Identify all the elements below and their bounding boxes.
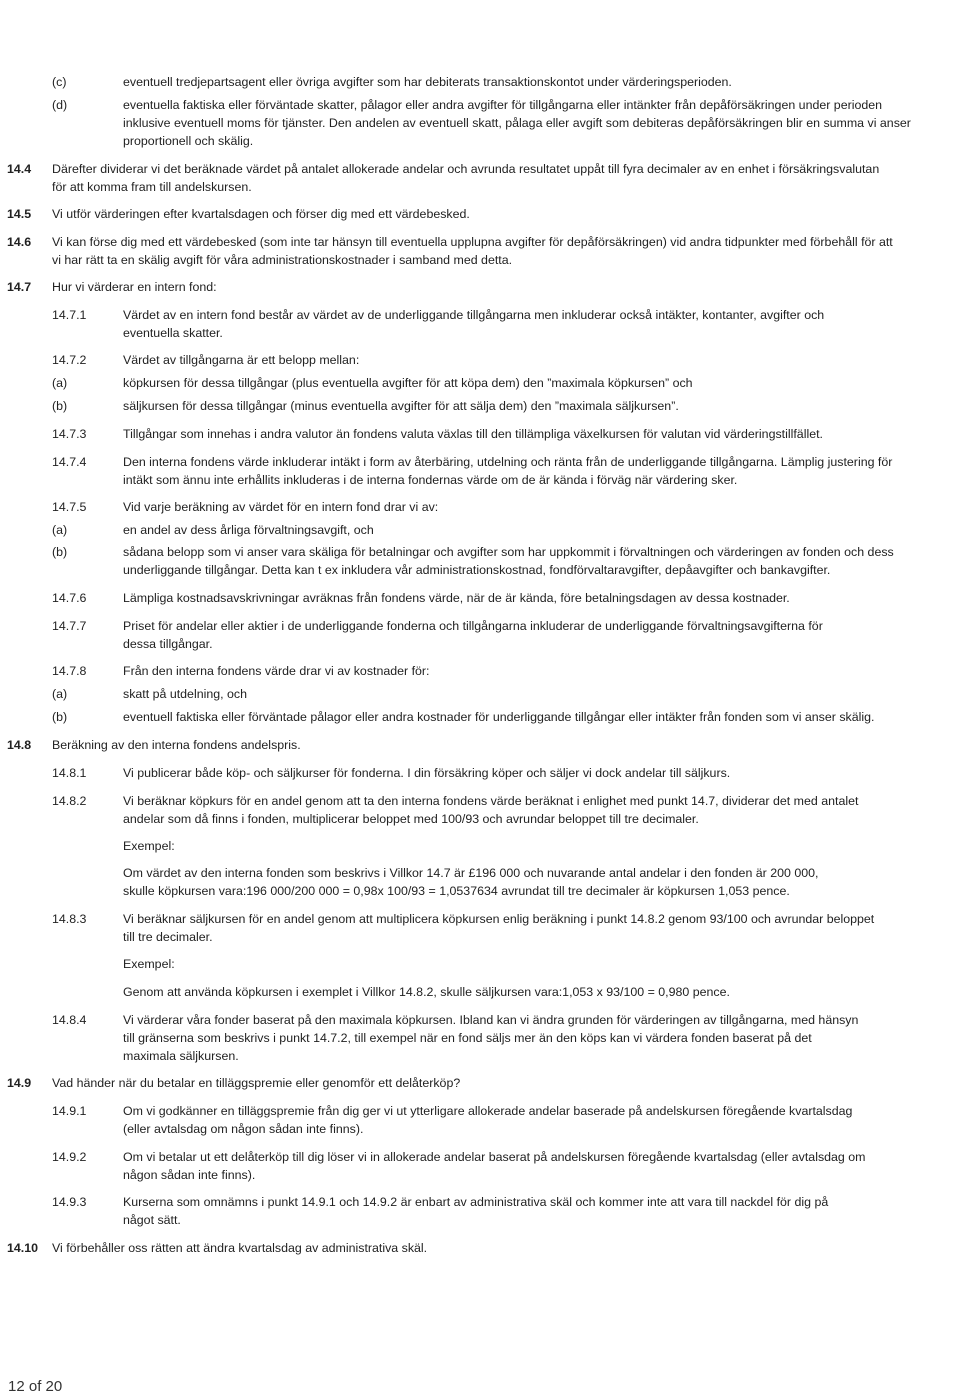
clause-number: (d): [52, 98, 68, 112]
text-line: för att komma fram till andelskursen.: [52, 180, 252, 194]
clause-text: [123, 864, 818, 900]
text-line: Tillgångar som innehas i andra valutor än fondens valuta växlas till den tillämpliga växelkursen för valutan vid värderingstillfället.: [123, 427, 823, 441]
page-number: 12 of 20: [8, 1378, 63, 1395]
text-line: skulle köpkursen vara:196 000/200 000 = 0,98x 100/93 = 1,0537634 avrundat till tre decimaler är köpkursen 1,053 pence.: [123, 884, 790, 898]
clause-number: 14.8: [7, 738, 32, 752]
text-line: underliggande tillgångar. Detta kan t ex inkludera vår administrationskostnad, fondförvaltaravgifter, depåavgifter och bankavgifter.: [123, 563, 831, 577]
text-line: Vi utför värderingen efter kvartalsdagen och förser dig med ett värdebesked.: [52, 207, 470, 221]
clause-text: [123, 1148, 865, 1184]
text-line: Från den interna fondens värde drar vi av kostnader för:: [123, 664, 430, 678]
text-line: Vad händer när du betalar en tilläggspremie eller genomför ett delåterköp?: [52, 1076, 461, 1090]
clause-text: [123, 837, 175, 855]
clause-text: [123, 453, 892, 489]
clause-text: [123, 351, 359, 369]
text-line: köpkursen för dessa tillgångar (plus eventuella avgifter för att köpa dem) den ”maximala köpkursen” och: [123, 376, 693, 390]
text-line: något sätt.: [123, 1213, 181, 1227]
clause-number: 14.9: [7, 1076, 32, 1090]
clause-number: 14.7.1: [52, 308, 87, 322]
clause-number: 14.7.2: [52, 353, 87, 367]
clause-number: 14.5: [7, 207, 32, 221]
text-line: Om vi betalar ut ett delåterköp till dig löser vi in allokerade andelar baserat på andelskursen föregående kvartalsdag (eller avtalsdag om: [123, 1150, 866, 1164]
text-line: andelar som då finns i fonden, multiplicerar beloppet med 100/93 och avrundar beloppet till tre decimaler.: [123, 812, 699, 826]
clause-text: [123, 1102, 852, 1138]
text-line: inklusive eventuell moms för tjänster. Den andelen av eventuell skatt, pålaga eller avgift som debiteras depåförsäkringen blir en summa vi anser: [123, 116, 911, 130]
text-line: sådana belopp som vi anser vara skäliga för betalningar och avgifter som har uppkommit i förvaltningen och värderingen av fonden och dess: [123, 545, 894, 559]
text-line: vi har rätt ta en skälig avgift för våra administrationskostnader i samband med detta.: [52, 253, 513, 267]
clause-text: [123, 397, 679, 415]
text-line: Värdet av en intern fond består av värdet av de underliggande tillgångarna men inkluderar också intäkter, kontanter, avgifter och: [123, 308, 825, 322]
text-line: någon sådan inte finns).: [123, 1168, 256, 1182]
clause-number: 14.9.3: [52, 1195, 87, 1209]
text-line: Värdet av tillgångarna är ett belopp mellan:: [123, 353, 360, 367]
clause-text: [52, 278, 217, 296]
clause-text: [123, 374, 693, 392]
clause-number: (a): [52, 376, 68, 390]
text-line: Lämpliga kostnadsavskrivningar avräknas från fondens värde, när de är kända, före betalningsdagen av dessa kostnader.: [123, 591, 790, 605]
text-line: dessa tillgångar.: [123, 637, 213, 651]
clause-text: [123, 708, 874, 726]
clause-text: [52, 1074, 460, 1092]
clause-number: (a): [52, 687, 68, 701]
text-line: Vi publicerar både köp- och säljkurser för fonderna. I din försäkring köper och säljer vi dock andelar till säljkurs.: [123, 766, 731, 780]
text-line: Vid varje beräkning av värdet för en intern fond drar vi av:: [123, 500, 439, 514]
clause-text: [123, 910, 874, 946]
text-line: Genom att använda köpkursen i exemplet i Villkor 14.8.2, skulle säljkursen vara:1,053 x 93/100 = 0,980 pence.: [123, 985, 730, 999]
clause-number: 14.8.3: [52, 912, 87, 926]
clause-number: 14.8.2: [52, 794, 87, 808]
clause-text: [123, 521, 374, 539]
text-line: Priset för andelar eller aktier i de underliggande fonderna och tillgångarna inkluderar de underliggande förvaltningsavgifterna för: [123, 619, 823, 633]
clause-number: 14.4: [7, 162, 32, 176]
clause-number: 14.9.2: [52, 1150, 87, 1164]
clause-number: 14.7.7: [52, 619, 87, 633]
text-line: Exempel:: [123, 957, 175, 971]
clause-text: [123, 425, 823, 443]
text-line: proportionell och skälig.: [123, 134, 254, 148]
clause-text: [123, 73, 732, 91]
clause-text: [123, 955, 175, 973]
text-line: Vi kan förse dig med ett värdebesked (som inte tar hänsyn till eventuella upplupna avgifter för depåförsäkringen) vid andra tidpunkter med förbehåll för att: [52, 235, 893, 249]
clause-number: 14.7.8: [52, 664, 87, 678]
text-line: Vi förbehåller oss rätten att ändra kvartalsdag av administrativa skäl.: [52, 1241, 428, 1255]
clause-number: 14.8.1: [52, 766, 87, 780]
text-line: Exempel:: [123, 839, 175, 853]
clause-number: 14.9.1: [52, 1104, 87, 1118]
clause-number: 14.7.3: [52, 427, 87, 441]
clause-number: (c): [52, 75, 67, 89]
clause-text: [123, 792, 858, 828]
text-line: eventuell faktiska eller förväntade pålagor eller andra kostnader för underliggande tillgångar eller intäkter från fonden som vi anser skälig.: [123, 710, 875, 724]
clause-number: 14.6: [7, 235, 32, 249]
clause-text: [52, 205, 470, 223]
text-line: Vi värderar våra fonder baserat på den maximala köpkursen. Ibland kan vi ändra grunden för värderingen av tillgångarna, med hänsyn: [123, 1013, 859, 1027]
text-line: (eller avtalsdag om någon sådan inte finns).: [123, 1122, 364, 1136]
text-line: Kurserna som omnämns i punkt 14.9.1 och 14.9.2 är enbart av administrativa skäl och kommer inte att vara till nackdel för dig på: [123, 1195, 829, 1209]
clause-text: [123, 1011, 858, 1065]
text-line: säljkursen för dessa tillgångar (minus eventuella avgifter för att sälja dem) den ”maximala säljkursen”.: [123, 399, 679, 413]
text-line: Om vi godkänner en tilläggspremie från dig ger vi ut ytterligare allokerade andelar baserade på andelskursen föregående kvartalsdag: [123, 1104, 853, 1118]
clause-text: [123, 589, 790, 607]
text-line: Vi beräknar säljkursen för en andel genom att multiplicera köpkursen enlig beräkning i punkt 14.8.2 genom 93/100 och avrundar beloppet: [123, 912, 875, 926]
text-line: maximala säljkursen.: [123, 1049, 239, 1063]
clause-number: (b): [52, 399, 68, 413]
clause-text: [123, 306, 824, 342]
clause-number: 14.7: [7, 280, 32, 294]
text-line: skatt på utdelning, och: [123, 687, 247, 701]
clause-text: [52, 233, 893, 269]
clause-text: [123, 662, 430, 680]
clause-text: [123, 96, 911, 150]
clause-text: [123, 764, 730, 782]
clause-text: [123, 1193, 828, 1229]
text-line: en andel av dess årliga förvaltningsavgift, och: [123, 523, 374, 537]
clause-text: [52, 160, 879, 196]
clause-number: (a): [52, 523, 68, 537]
clause-number: 14.10: [7, 1241, 39, 1255]
text-line: Vi beräknar köpkurs för en andel genom att ta den interna fondens värde beräknat i enlighet med punkt 14.7, dividerar det med antalet: [123, 794, 859, 808]
text-line: Beräkning av den interna fondens andelspris.: [52, 738, 301, 752]
text-line: eventuell tredjepartsagent eller övriga avgifter som har debiterats transaktionskontot under värderingsperioden.: [123, 75, 732, 89]
text-line: Om värdet av den interna fonden som beskrivs i Villkor 14.7 är £196 000 och nuvarande antal andelar i den fonden är 200 000,: [123, 866, 819, 880]
text-line: eventuella faktiska eller förväntade skatter, pålagor eller andra avgifter för tillgångarna eller intänkter från depåförsäkringen under perioden: [123, 98, 883, 112]
text-line: intäkt som ännu inte erhållits inkluderas i de interna fondernas värde om de är kända i förväg när värdering sker.: [123, 473, 738, 487]
text-line: Hur vi värderar en intern fond:: [52, 280, 217, 294]
clause-number: (b): [52, 710, 68, 724]
clause-text: [52, 736, 301, 754]
clause-text: [123, 498, 438, 516]
clause-number: (b): [52, 545, 68, 559]
clause-text: [52, 1239, 427, 1257]
clause-text: [123, 543, 894, 579]
clause-number: 14.8.4: [52, 1013, 87, 1027]
clause-number: 14.7.5: [52, 500, 87, 514]
clause-text: [123, 983, 730, 1001]
text-line: Därefter dividerar vi det beräknade värdet på antalet allokerade andelar och avrunda resultatet uppåt till fyra decimaler av en enhet i försäkringsvalutan: [52, 162, 880, 176]
clause-number: 14.7.4: [52, 455, 87, 469]
text-line: eventuella skatter.: [123, 326, 223, 340]
text-line: Den interna fondens värde inkluderar intäkt i form av återbäring, utdelning och ränta från de underliggande tillgångarna. Lämplig justering för: [123, 455, 893, 469]
clause-text: [123, 685, 247, 703]
clause-number: 14.7.6: [52, 591, 87, 605]
clause-text: [123, 617, 823, 653]
text-line: till tre decimaler.: [123, 930, 213, 944]
text-line: till gränserna som beskrivs i punkt 14.7.2, till exempel när en fond säljs mer än den köps kan vi värdera fonden baserat på det: [123, 1031, 812, 1045]
